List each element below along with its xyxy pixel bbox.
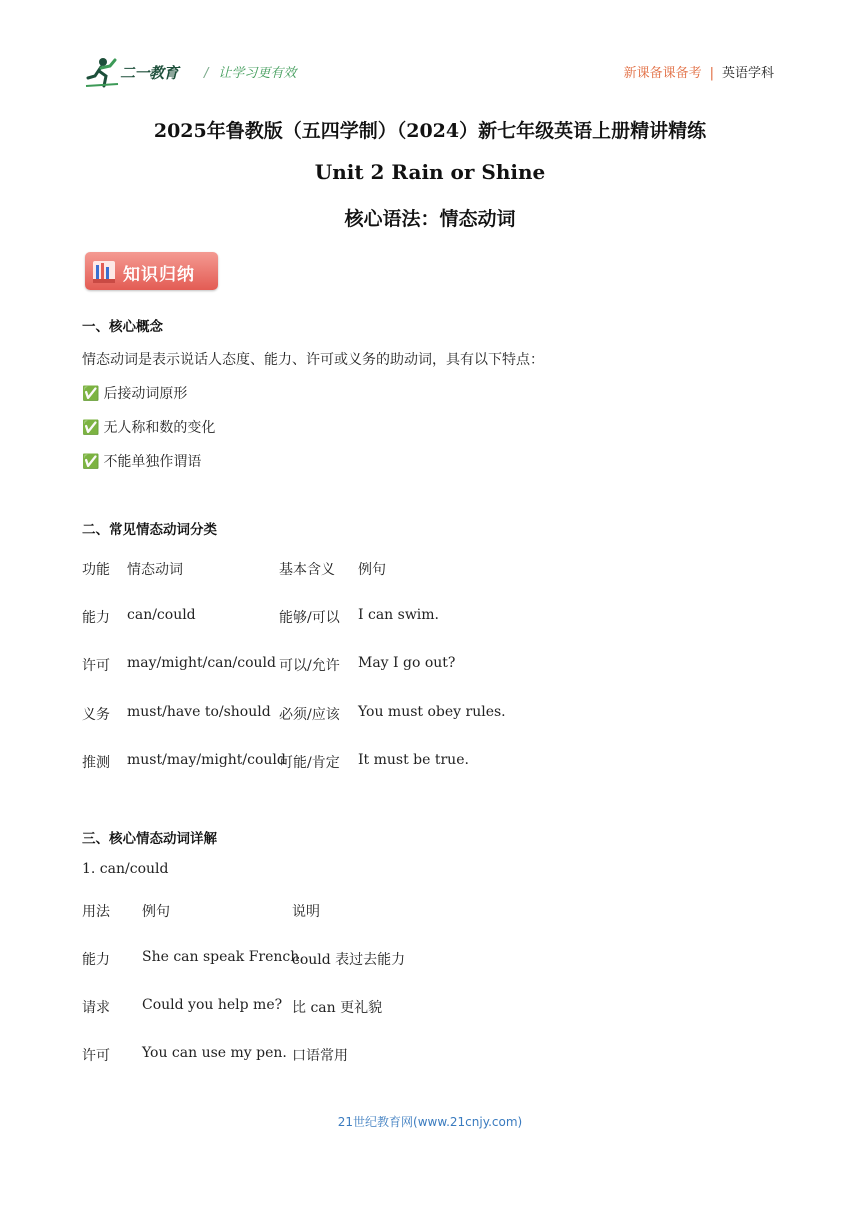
table-cell: 能力 bbox=[82, 610, 110, 626]
slogan-separator: / bbox=[204, 66, 209, 81]
table-cell: 可以/允许 bbox=[279, 658, 340, 674]
slogan bbox=[204, 62, 296, 81]
table-cell: You must obey rules. bbox=[358, 704, 506, 720]
table-cell: You can use my pen. bbox=[142, 1045, 287, 1061]
table-header-cell: 例句 bbox=[358, 562, 386, 578]
table-header-cell: 基本含义 bbox=[279, 562, 335, 578]
table-cell: must/have to/should bbox=[127, 704, 271, 720]
table-header-cell: 用法 bbox=[82, 904, 110, 920]
header-separator: | bbox=[709, 66, 714, 81]
check-icon: ✅ bbox=[82, 420, 100, 436]
table-header-cell: 例句 bbox=[142, 904, 170, 920]
feature-item: ✅ 后接动词原形 bbox=[82, 386, 188, 402]
table-cell: May I go out? bbox=[358, 655, 456, 671]
table-cell: can/could bbox=[127, 607, 196, 623]
table-cell: 能力 bbox=[82, 952, 110, 968]
table-cell: 许可 bbox=[82, 658, 110, 674]
course-tag: 新课备课备考 bbox=[623, 66, 702, 81]
table-cell: could 表过去能力 bbox=[292, 952, 406, 968]
table-cell: I can swim. bbox=[358, 607, 440, 623]
subsection-title: 1. can/could bbox=[82, 861, 169, 877]
table-cell: Could you help me? bbox=[142, 997, 283, 1013]
footer-link[interactable]: 21世纪教育网(www.21cnjy.com) bbox=[337, 1115, 523, 1129]
table-cell: 必须/应该 bbox=[279, 707, 340, 723]
document-title: 2025年鲁教版（五四学制）（2024）新七年级英语上册精讲精练 bbox=[153, 120, 707, 142]
badge-label: 知识归纳 bbox=[123, 265, 195, 285]
table-cell: 许可 bbox=[82, 1048, 110, 1064]
table-header-cell: 情态动词 bbox=[127, 562, 183, 578]
topic-title: 核心语法：情态动词 bbox=[344, 208, 516, 230]
table-cell: 能够/可以 bbox=[279, 610, 340, 626]
feature-item: ✅ 不能单独作谓语 bbox=[82, 454, 202, 470]
header-tags bbox=[624, 62, 774, 81]
unit-title: Unit 2 Rain or Shine bbox=[314, 160, 546, 184]
table-cell: It must be true. bbox=[358, 752, 469, 768]
runner-logo-icon bbox=[82, 56, 122, 90]
table-cell: 口语常用 bbox=[292, 1048, 348, 1064]
table-cell: 比 can 更礼貌 bbox=[292, 1000, 383, 1016]
slogan-text: 让学习更有效 bbox=[218, 66, 297, 81]
table-cell: must/may/might/could bbox=[127, 752, 286, 768]
logo bbox=[82, 56, 190, 90]
table-header-cell: 功能 bbox=[82, 562, 110, 578]
knowledge-summary-badge bbox=[85, 252, 218, 290]
table-cell: 义务 bbox=[82, 707, 110, 723]
book-icon bbox=[91, 257, 117, 285]
table-cell: may/might/can/could bbox=[127, 655, 276, 671]
logo-text: 二一教育 bbox=[120, 64, 179, 82]
table-cell: 可能/肯定 bbox=[279, 755, 340, 771]
check-icon: ✅ bbox=[82, 454, 100, 470]
subject-tag: 英语学科 bbox=[721, 66, 774, 81]
page-header bbox=[82, 56, 774, 90]
intro-paragraph: 情态动词是表示说话人态度、能力、许可或义务的助动词，具有以下特点： bbox=[82, 352, 544, 368]
table-cell: 推测 bbox=[82, 755, 110, 771]
section-heading-core-concept: 一、核心概念 bbox=[82, 319, 163, 335]
table-header-cell: 说明 bbox=[292, 904, 320, 920]
section-heading-classification: 二、常见情态动词分类 bbox=[82, 522, 217, 538]
check-icon: ✅ bbox=[82, 386, 100, 402]
feature-item: ✅ 无人称和数的变化 bbox=[82, 420, 216, 436]
table-cell: She can speak French. bbox=[142, 949, 304, 965]
table-cell: 请求 bbox=[82, 1000, 110, 1016]
section-heading-detail: 三、核心情态动词详解 bbox=[82, 831, 217, 847]
